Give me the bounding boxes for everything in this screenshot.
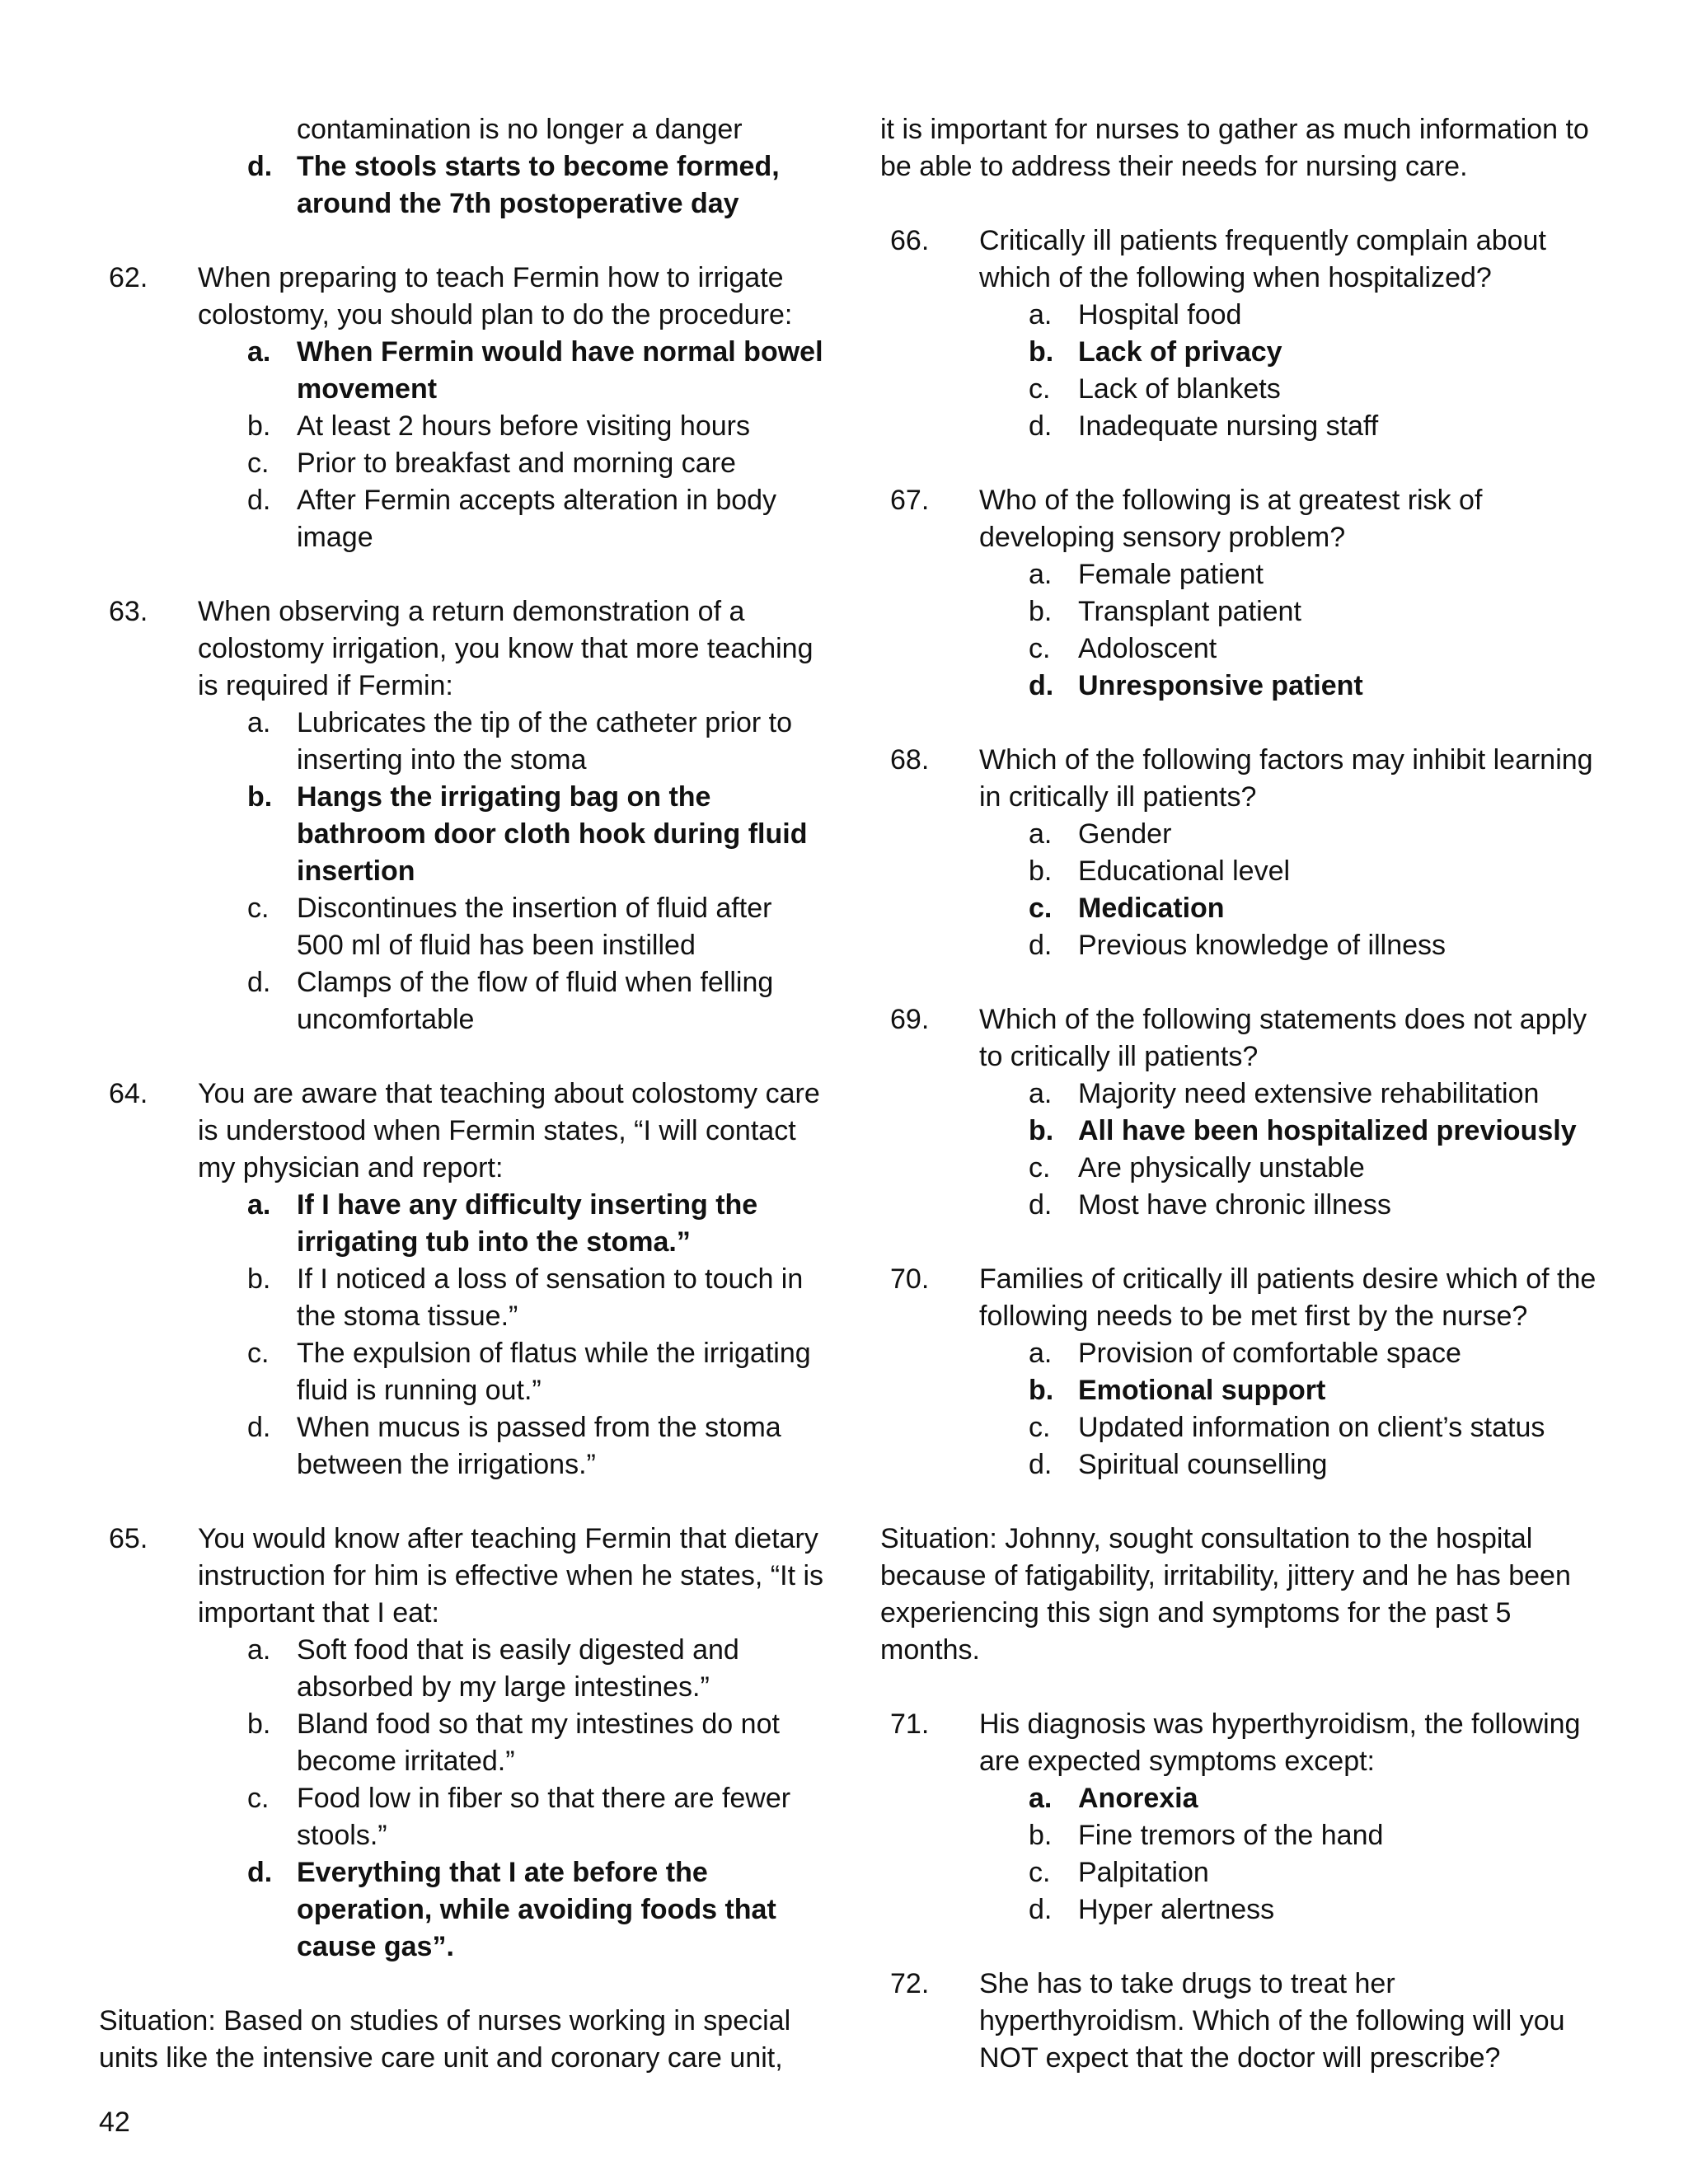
question-65 bbox=[99, 1521, 824, 1632]
option-d bbox=[880, 1446, 1606, 1483]
option-text: Bland food so that my intestines do not become irritated.” bbox=[297, 1708, 780, 1777]
option-letter: b. bbox=[1029, 1375, 1054, 1406]
option-text: Hospital food bbox=[1078, 299, 1242, 330]
option-letter: c. bbox=[1029, 633, 1051, 664]
question-70 bbox=[880, 1261, 1606, 1335]
option-letter: d. bbox=[1029, 670, 1054, 701]
question-number: 64. bbox=[109, 1078, 148, 1109]
option-text: Hyper alertness bbox=[1078, 1894, 1275, 1925]
question-number: 62. bbox=[109, 262, 148, 293]
option-text: When Fermin would have normal bowel movement bbox=[297, 336, 823, 405]
option-letter: d. bbox=[1029, 930, 1053, 961]
option-text: Updated information on client’s status bbox=[1078, 1412, 1545, 1443]
option-letter: a. bbox=[247, 1189, 271, 1221]
option-c bbox=[880, 1854, 1606, 1891]
option-text: Prior to breakfast and morning care bbox=[297, 448, 736, 479]
question-71 bbox=[880, 1706, 1606, 1780]
question-stem: His diagnosis was hyperthyroidism, the following are expected symptoms except: bbox=[979, 1708, 1581, 1777]
situation-paragraph: Situation: Based on studies of nurses working in special units like the intensive care unit and coronary care unit, bbox=[99, 2005, 791, 2074]
question-72 bbox=[880, 1966, 1606, 2077]
continued-option-text: contamination is no longer a danger bbox=[297, 114, 743, 145]
left-column bbox=[99, 111, 824, 2077]
option-text: Lack of blankets bbox=[1078, 373, 1281, 405]
option-c bbox=[880, 630, 1606, 668]
option-text: Lack of privacy bbox=[1078, 336, 1282, 368]
question-64 bbox=[99, 1076, 824, 1187]
option-b bbox=[880, 334, 1606, 371]
option-letter: d. bbox=[247, 485, 271, 516]
option-text: Adoloscent bbox=[1078, 633, 1217, 664]
option-a bbox=[880, 297, 1606, 334]
option-b bbox=[880, 1113, 1606, 1150]
question-number: 69. bbox=[890, 1004, 930, 1035]
option-letter: a. bbox=[247, 707, 271, 738]
option-text: Educational level bbox=[1078, 855, 1291, 887]
option-text: Previous knowledge of illness bbox=[1078, 930, 1447, 961]
question-stem: She has to take drugs to treat her hyperthyroidism. Which of the following will you NOT expect that the doctor will prescribe? bbox=[979, 1968, 1565, 2074]
option-d bbox=[880, 408, 1606, 445]
option-letter: b. bbox=[247, 1263, 271, 1295]
option-text: Female patient bbox=[1078, 559, 1264, 590]
option-text: Provision of comfortable space bbox=[1078, 1338, 1461, 1369]
option-letter: a. bbox=[1029, 1078, 1053, 1109]
option-letter: a. bbox=[1029, 1338, 1053, 1369]
question-62 bbox=[99, 260, 824, 334]
situation-paragraph: Situation: Johnny, sought consultation to the hospital because of fatigability, irritability, jittery and he has been experiencing this sign and symptoms for the past 5 months. bbox=[880, 1523, 1571, 1666]
page-number: 42 bbox=[99, 2107, 130, 2138]
option-text: All have been hospitalized previously bbox=[1078, 1115, 1577, 1146]
question-number: 66. bbox=[890, 225, 930, 256]
option-d bbox=[880, 668, 1606, 705]
option-letter: b. bbox=[1029, 1115, 1054, 1146]
option-d bbox=[99, 482, 824, 556]
question-stem: Families of critically ill patients desire which of the following needs to be met first by the nurse? bbox=[979, 1263, 1597, 1332]
option-c bbox=[880, 890, 1606, 927]
option-b bbox=[880, 1372, 1606, 1409]
option-text: Most have chronic illness bbox=[1078, 1189, 1391, 1221]
option-text: Everything that I ate before the operation, while avoiding foods that cause gas”. bbox=[297, 1857, 776, 1962]
question-stem: Which of the following statements does not apply to critically ill patients? bbox=[979, 1004, 1587, 1072]
question-70-options bbox=[880, 1335, 1606, 1483]
option-c bbox=[880, 1150, 1606, 1187]
option-letter: c. bbox=[247, 1783, 270, 1814]
option-text: Are physically unstable bbox=[1078, 1152, 1365, 1183]
option-letter: b. bbox=[1029, 596, 1053, 627]
option-a bbox=[880, 1335, 1606, 1372]
question-66-options bbox=[880, 297, 1606, 445]
option-letter: a. bbox=[247, 1634, 271, 1666]
option-a bbox=[99, 334, 824, 408]
question-stem: When preparing to teach Fermin how to irrigate colostomy, you should plan to do the procedure: bbox=[198, 262, 793, 330]
question-68 bbox=[880, 742, 1606, 816]
option-text: The stools starts to become formed, around the 7th postoperative day bbox=[297, 151, 780, 219]
option-c bbox=[880, 371, 1606, 408]
question-69-options bbox=[880, 1076, 1606, 1224]
option-d bbox=[99, 964, 824, 1038]
option-c bbox=[99, 1335, 824, 1409]
option-text: After Fermin accepts alteration in body image bbox=[297, 485, 777, 553]
option-b bbox=[99, 779, 824, 890]
question-71-options bbox=[880, 1780, 1606, 1929]
option-text: The expulsion of flatus while the irrigating fluid is running out.” bbox=[297, 1338, 811, 1406]
option-letter: b. bbox=[247, 781, 273, 813]
option-d bbox=[99, 1409, 824, 1483]
option-text: Medication bbox=[1078, 893, 1225, 924]
question-number: 72. bbox=[890, 1968, 930, 1999]
option-letter: b. bbox=[1029, 855, 1053, 887]
question-67-options bbox=[880, 556, 1606, 705]
option-a bbox=[99, 1632, 824, 1706]
option-text: Soft food that is easily digested and absorbed by my large intestines.” bbox=[297, 1634, 739, 1703]
option-letter: c. bbox=[247, 893, 270, 924]
option-text: Emotional support bbox=[1078, 1375, 1326, 1406]
option-text: Discontinues the insertion of fluid after 500 ml of fluid has been instilled bbox=[297, 893, 772, 961]
question-67 bbox=[880, 482, 1606, 556]
option-text: Lubricates the tip of the catheter prior to inserting into the stoma bbox=[297, 707, 793, 776]
option-c bbox=[99, 890, 824, 964]
right-column bbox=[880, 111, 1606, 2077]
option-d bbox=[880, 1187, 1606, 1224]
option-text: Fine tremors of the hand bbox=[1078, 1820, 1384, 1851]
option-text: Majority need extensive rehabilitation bbox=[1078, 1078, 1540, 1109]
option-b bbox=[880, 1817, 1606, 1854]
option-text: Clamps of the flow of fluid when felling uncomfortable bbox=[297, 967, 774, 1035]
option-letter: d. bbox=[1029, 1189, 1053, 1221]
question-stem: Critically ill patients frequently complain about which of the following when hospitalized? bbox=[979, 225, 1546, 293]
option-d bbox=[880, 927, 1606, 964]
option-b bbox=[99, 408, 824, 445]
option-letter: a. bbox=[1029, 818, 1053, 850]
option-c bbox=[99, 445, 824, 482]
option-letter: c. bbox=[247, 448, 270, 479]
option-text: Anorexia bbox=[1078, 1783, 1198, 1814]
option-text: At least 2 hours before visiting hours bbox=[297, 410, 750, 442]
option-letter: d. bbox=[247, 967, 271, 998]
option-text: Gender bbox=[1078, 818, 1172, 850]
question-65-options bbox=[99, 1632, 824, 1966]
option-letter: c. bbox=[1029, 1152, 1051, 1183]
option-a bbox=[99, 705, 824, 779]
option-letter: d. bbox=[1029, 1449, 1053, 1480]
question-stem: You are aware that teaching about colostomy care is understood when Fermin states, “I will contact my physician and report: bbox=[198, 1078, 820, 1183]
option-letter: d. bbox=[247, 1412, 271, 1443]
question-number: 68. bbox=[890, 744, 930, 776]
question-stem: Who of the following is at greatest risk of developing sensory problem? bbox=[979, 485, 1483, 553]
question-63-options bbox=[99, 705, 824, 1038]
option-b bbox=[880, 853, 1606, 890]
option-letter: b. bbox=[247, 1708, 271, 1740]
option-c bbox=[99, 1780, 824, 1854]
option-text: Food low in fiber so that there are fewer stools.” bbox=[297, 1783, 791, 1851]
option-letter: b. bbox=[1029, 1820, 1053, 1851]
option-text: Unresponsive patient bbox=[1078, 670, 1363, 701]
option-letter: c. bbox=[247, 1338, 270, 1369]
option-letter: d. bbox=[1029, 1894, 1053, 1925]
option-c bbox=[880, 1409, 1606, 1446]
option-letter: c. bbox=[1029, 893, 1053, 924]
option-letter: d. bbox=[247, 1857, 273, 1888]
option-d bbox=[99, 1854, 824, 1966]
question-64-options bbox=[99, 1187, 824, 1483]
question-stem: You would know after teaching Fermin that dietary instruction for him is effective when he states, “It is important that I eat: bbox=[198, 1523, 824, 1629]
question-66 bbox=[880, 223, 1606, 297]
question-63 bbox=[99, 593, 824, 705]
situation-continuation: it is important for nurses to gather as much information to be able to address their needs for nursing care. bbox=[880, 114, 1589, 182]
continued-option-d bbox=[99, 148, 824, 223]
option-letter: c. bbox=[1029, 373, 1051, 405]
question-62-options bbox=[99, 334, 824, 556]
option-letter: c. bbox=[1029, 1857, 1051, 1888]
option-text: Spiritual counselling bbox=[1078, 1449, 1328, 1480]
option-a bbox=[880, 1076, 1606, 1113]
option-a bbox=[880, 1780, 1606, 1817]
question-number: 71. bbox=[890, 1708, 930, 1740]
question-number: 65. bbox=[109, 1523, 148, 1554]
option-text: Inadequate nursing staff bbox=[1078, 410, 1379, 442]
option-letter: a. bbox=[1029, 1783, 1053, 1814]
option-text: Transplant patient bbox=[1078, 596, 1301, 627]
question-number: 70. bbox=[890, 1263, 930, 1295]
option-a bbox=[880, 816, 1606, 853]
option-letter: a. bbox=[1029, 299, 1053, 330]
option-letter: a. bbox=[247, 336, 271, 368]
option-letter: d. bbox=[1029, 410, 1053, 442]
question-stem: When observing a return demonstration of a colostomy irrigation, you know that more teaching is required if Fermin: bbox=[198, 596, 814, 701]
option-text: Palpitation bbox=[1078, 1857, 1209, 1888]
option-letter: c. bbox=[1029, 1412, 1051, 1443]
option-text: Hangs the irrigating bag on the bathroom door cloth hook during fluid insertion bbox=[297, 781, 808, 887]
option-b bbox=[99, 1261, 824, 1335]
option-b bbox=[880, 593, 1606, 630]
option-a bbox=[99, 1187, 824, 1261]
option-letter: b. bbox=[1029, 336, 1054, 368]
option-a bbox=[880, 556, 1606, 593]
option-text: If I have any difficulty inserting the irrigating tub into the stoma.” bbox=[297, 1189, 758, 1258]
question-stem: Which of the following factors may inhibit learning in critically ill patients? bbox=[979, 744, 1593, 813]
question-68-options bbox=[880, 816, 1606, 964]
option-letter: d. bbox=[247, 151, 273, 182]
option-text: When mucus is passed from the stoma between the irrigations.” bbox=[297, 1412, 781, 1480]
question-69 bbox=[880, 1001, 1606, 1076]
option-letter: b. bbox=[247, 410, 271, 442]
option-d bbox=[880, 1891, 1606, 1929]
option-letter: a. bbox=[1029, 559, 1053, 590]
option-text: If I noticed a loss of sensation to touch in the stoma tissue.” bbox=[297, 1263, 804, 1332]
option-b bbox=[99, 1706, 824, 1780]
question-number: 63. bbox=[109, 596, 148, 627]
question-number: 67. bbox=[890, 485, 930, 516]
